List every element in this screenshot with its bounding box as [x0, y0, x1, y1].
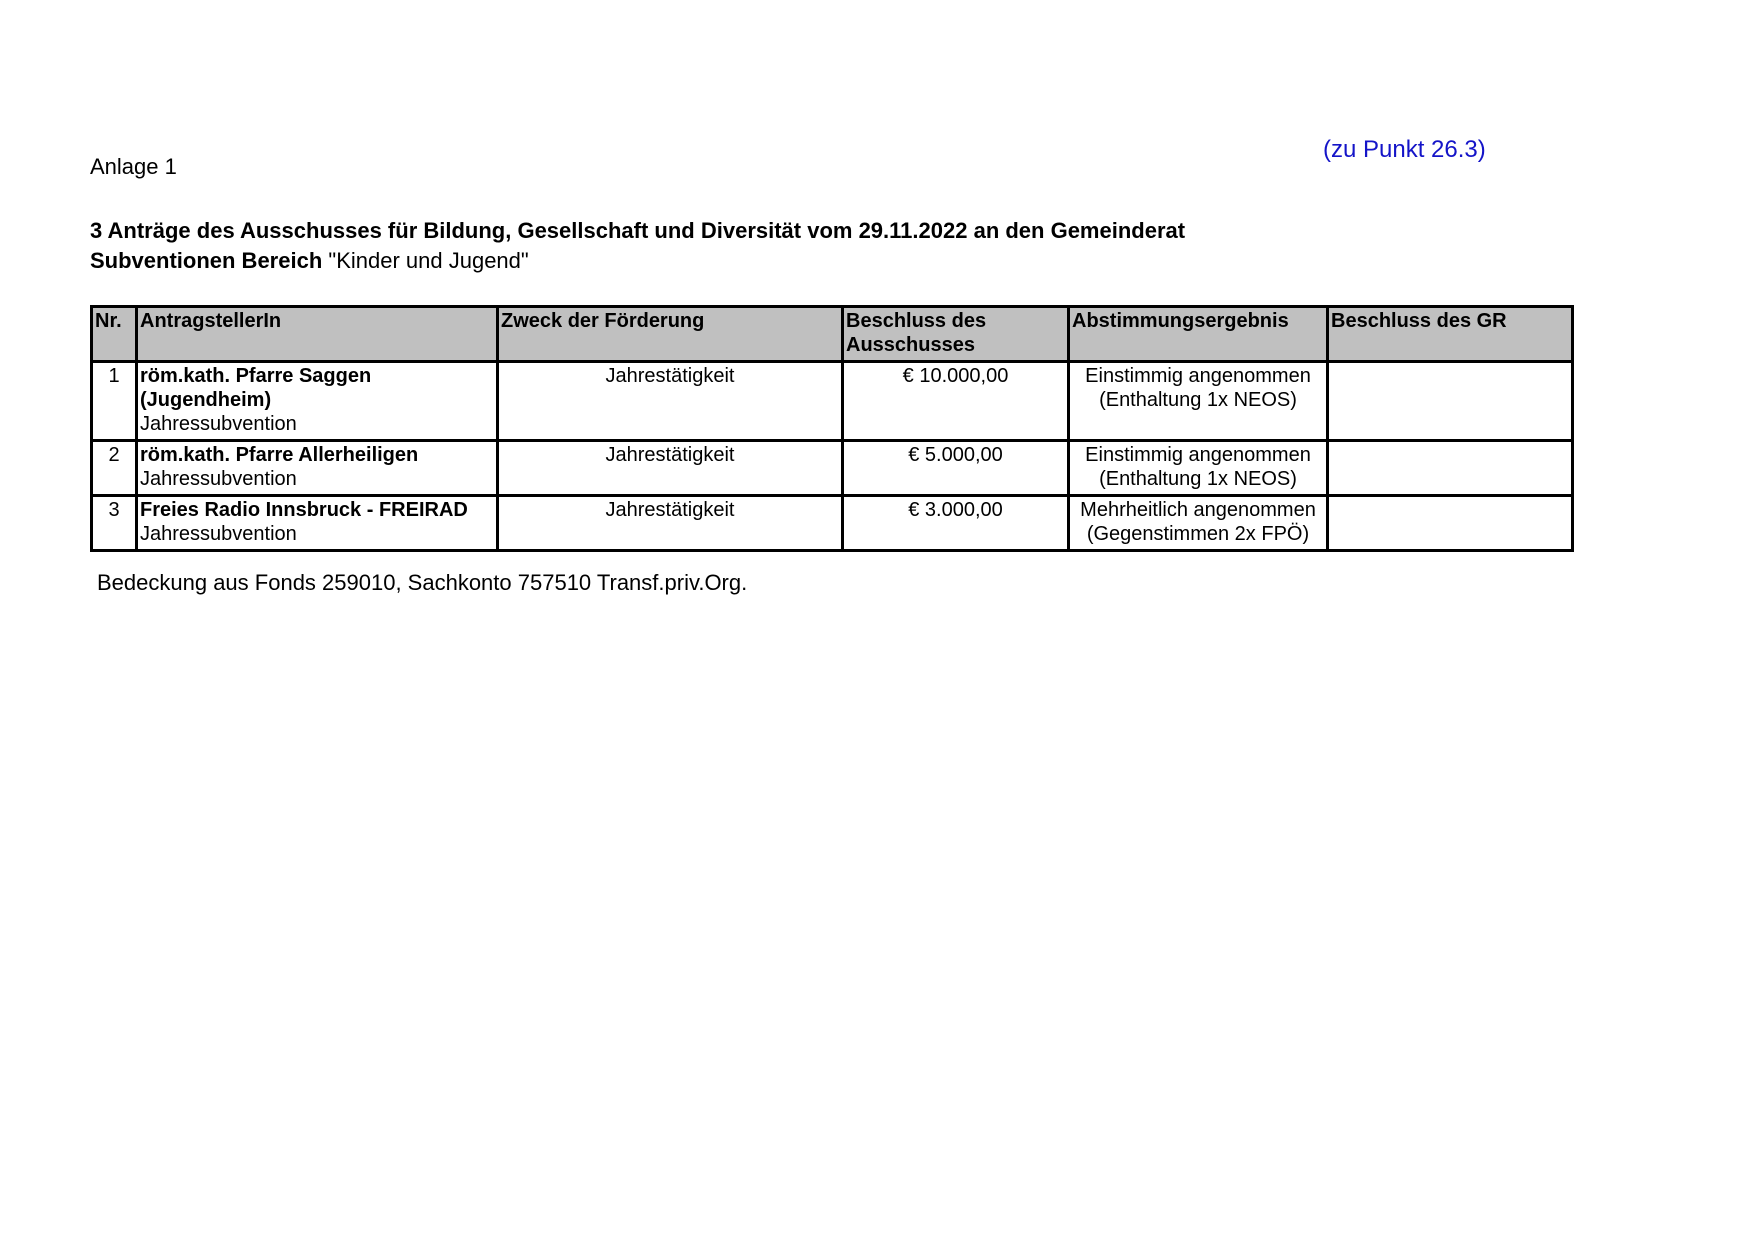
row-purpose: Jahrestätigkeit: [498, 496, 843, 551]
row-nr: 3: [92, 496, 137, 551]
row-applicant: [137, 441, 498, 496]
vote-result-line: Einstimmig angenommen: [1085, 444, 1311, 466]
row-amount: € 3.000,00: [843, 496, 1069, 551]
attachment-label: Anlage 1: [90, 154, 177, 179]
subsidy-table: [90, 305, 1574, 552]
applicant-type: Jahressubvention: [140, 413, 297, 435]
vote-detail-line: (Enthaltung 1x NEOS): [1099, 468, 1297, 490]
row-amount: € 5.000,00: [843, 441, 1069, 496]
row-vote-result: [1069, 362, 1328, 441]
header-vote-result: Abstimmungsergebnis: [1069, 307, 1328, 362]
header-committee-decision: Beschluss des Ausschusses: [843, 307, 1069, 362]
document-title: 3 Anträge des Ausschusses für Bildung, Gesellschaft und Diversität vom 29.11.2022 an den Gemeinderat: [90, 218, 1186, 243]
applicant-name: röm.kath. Pfarre Saggen (Jugendheim): [140, 365, 372, 411]
row-purpose: Jahrestätigkeit: [498, 362, 843, 441]
table-row: [92, 441, 1573, 496]
table-header-row: [92, 307, 1573, 362]
applicant-type: Jahressubvention: [140, 523, 297, 545]
vote-result-line: Mehrheitlich angenommen: [1080, 499, 1316, 521]
row-nr: 2: [92, 441, 137, 496]
header-council-decision: Beschluss des GR: [1328, 307, 1573, 362]
row-purpose: Jahrestätigkeit: [498, 441, 843, 496]
header-nr: Nr.: [92, 307, 137, 362]
row-council-decision: [1328, 496, 1573, 551]
row-nr: 1: [92, 362, 137, 441]
row-amount: € 10.000,00: [843, 362, 1069, 441]
applicant-name: Freies Radio Innsbruck - FREIRAD: [140, 499, 468, 521]
reference-note: (zu Punkt 26.3): [1323, 136, 1486, 163]
applicant-name: röm.kath. Pfarre Allerheiligen: [140, 444, 419, 466]
subtitle-normal: "Kinder und Jugend": [322, 248, 529, 273]
vote-result-line: Einstimmig angenommen: [1085, 365, 1311, 387]
document-subtitle: [90, 246, 1185, 276]
row-applicant: [137, 362, 498, 441]
document-heading: [90, 216, 1185, 276]
funding-note: Bedeckung aus Fonds 259010, Sachkonto 757510 Transf.priv.Org.: [97, 570, 748, 595]
row-applicant: [137, 496, 498, 551]
row-vote-result: [1069, 496, 1328, 551]
applicant-type: Jahressubvention: [140, 468, 297, 490]
row-council-decision: [1328, 362, 1573, 441]
header-applicant: AntragstellerIn: [137, 307, 498, 362]
vote-detail-line: (Gegenstimmen 2x FPÖ): [1086, 523, 1310, 545]
row-council-decision: [1328, 441, 1573, 496]
subtitle-bold: Subventionen Bereich: [90, 248, 323, 273]
table-row: [92, 362, 1573, 441]
vote-detail-line: (Enthaltung 1x NEOS): [1099, 389, 1297, 411]
header-purpose: Zweck der Förderung: [498, 307, 843, 362]
row-vote-result: [1069, 441, 1328, 496]
table-row: [92, 496, 1573, 551]
